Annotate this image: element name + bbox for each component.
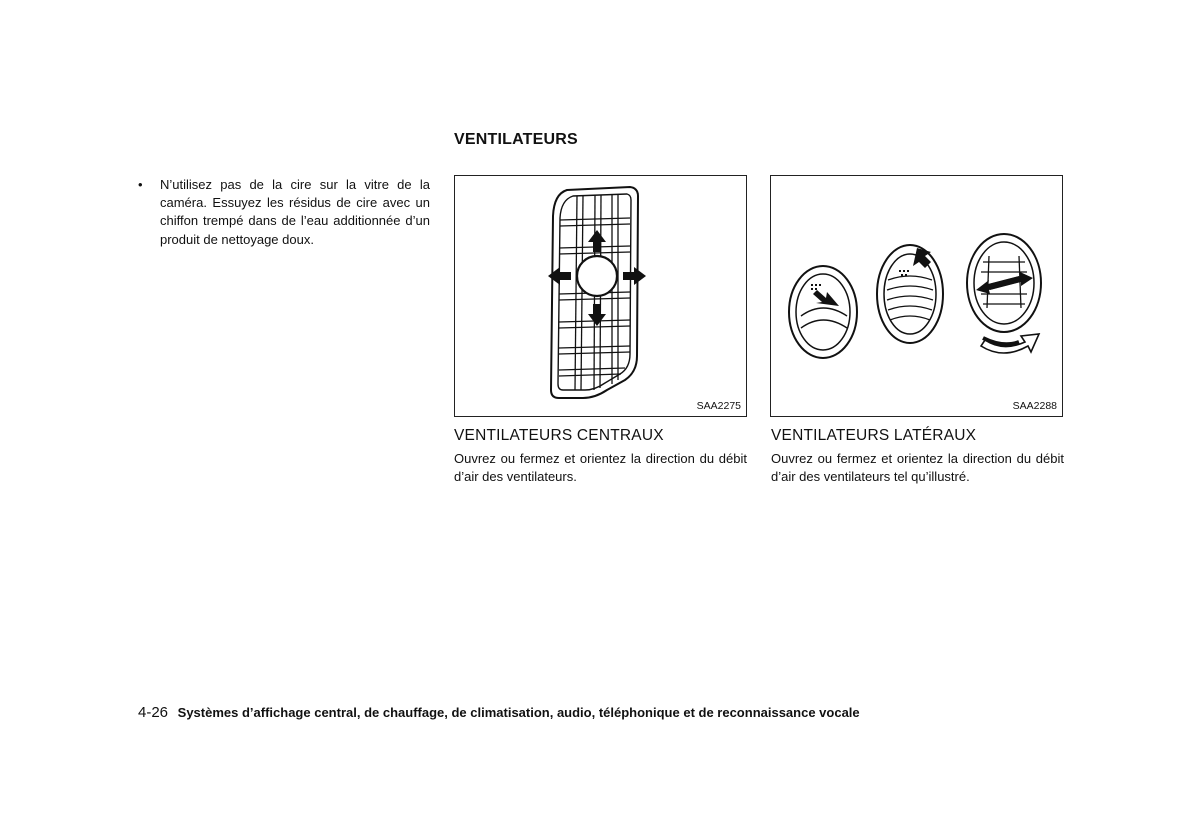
side-vent-illustration <box>771 176 1062 416</box>
page-footer <box>138 704 860 721</box>
figure-code: SAA2275 <box>696 400 741 412</box>
section-title: VENTILATEURS <box>454 131 578 148</box>
center-vents-subtitle: VENTILATEURS CENTRAUX <box>454 427 664 444</box>
bullet-dot: • <box>138 177 143 192</box>
side-vents-subtitle: VENTILATEURS LATÉRAUX <box>771 427 977 444</box>
center-vent-figure <box>454 175 747 417</box>
page-number: 4-26 <box>138 704 169 721</box>
center-vents-text: Ouvrez ou fermez et orientez la direction du débit d’air des ventilateurs. <box>454 451 747 485</box>
side-vents-text: Ouvrez ou fermez et orientez la direction du débit d’air des ventilateurs tel qu’illustré. <box>771 451 1064 485</box>
bullet-item <box>138 176 430 249</box>
figure-code: SAA2288 <box>1012 400 1057 412</box>
bullet-text: N’utilisez pas de la cire sur la vitre de la caméra. Essuyez les résidus de cire avec un chiffon trempé dans de l’eau additionnée d’un produit de nettoyage doux. <box>160 177 430 247</box>
chapter-title: Systèmes d’affichage central, de chauffage, de climatisation, audio, téléphonique et de reconnaissance vocale <box>177 705 860 720</box>
center-vent-illustration <box>455 176 746 416</box>
side-vent-figure <box>770 175 1063 417</box>
